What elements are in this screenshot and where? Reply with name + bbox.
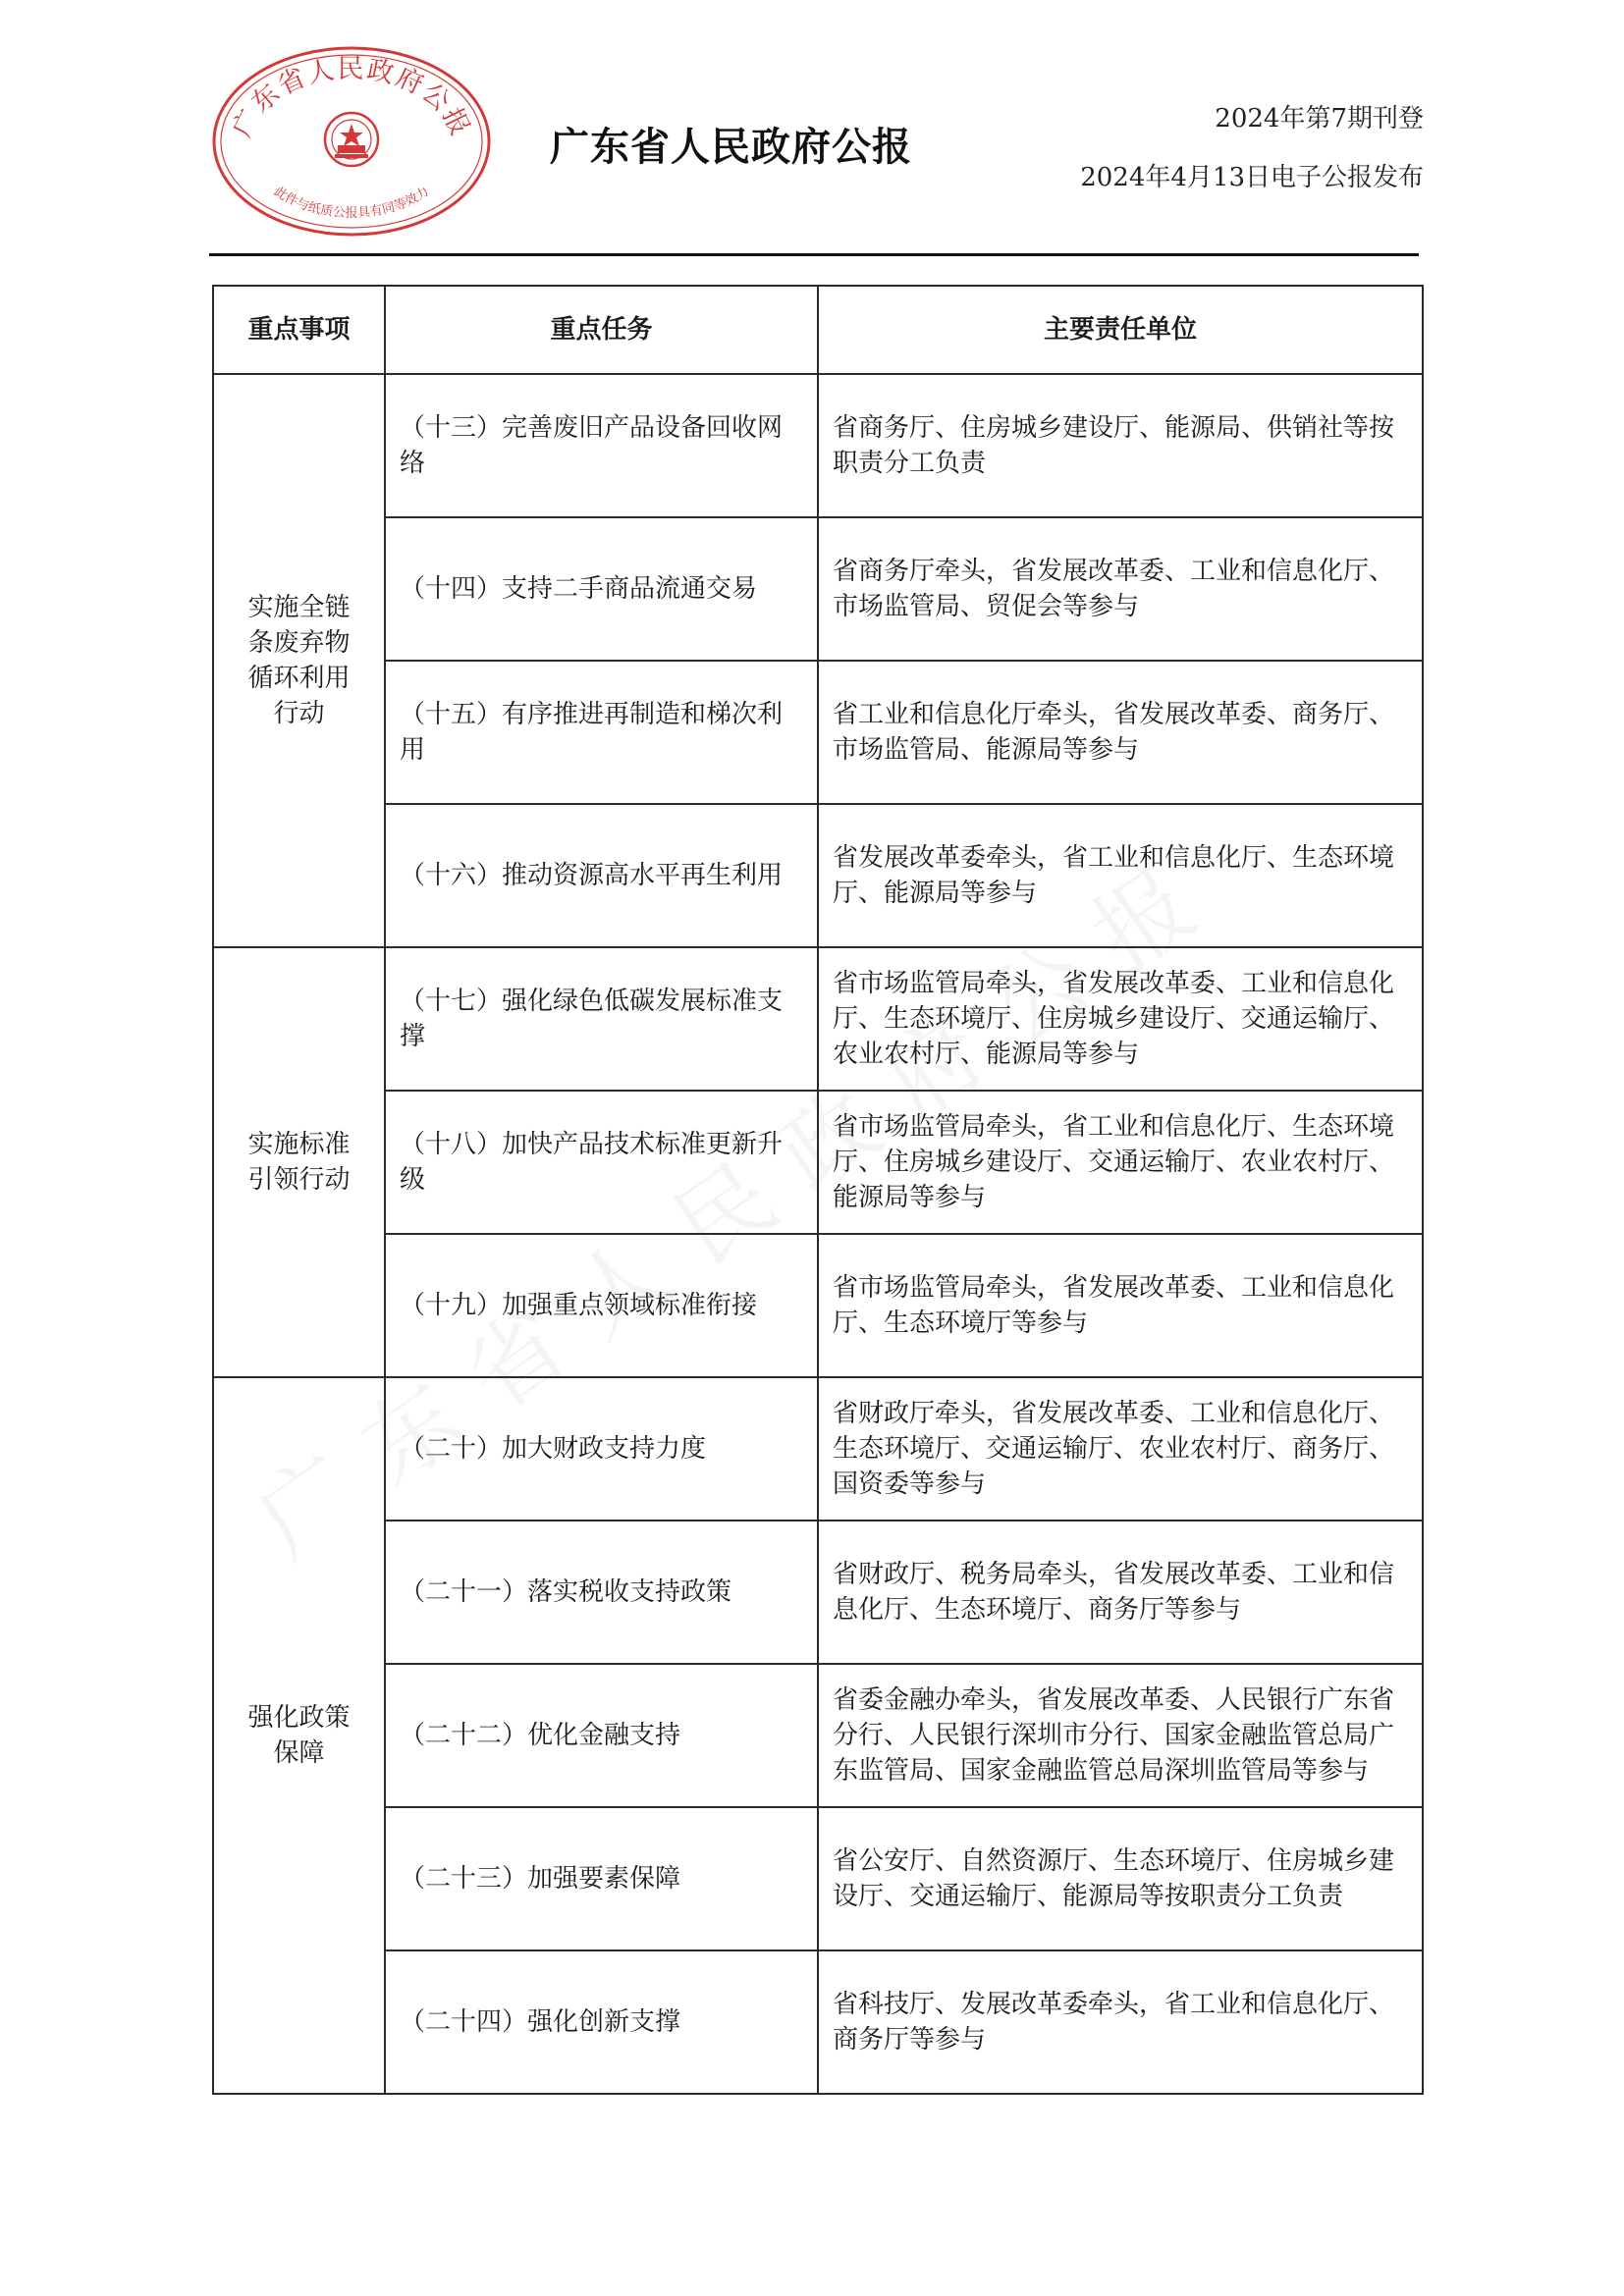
category-label: 实施全链条废弃物循环利用行动 <box>247 593 351 728</box>
column-header-responsible: 主要责任单位 <box>818 286 1423 374</box>
table-row <box>213 804 1423 947</box>
task-cell: （二十二）优化金融支持 <box>385 1664 818 1807</box>
category-cell <box>213 947 385 1377</box>
task-cell: （十三）完善废旧产品设备回收网络 <box>385 374 818 517</box>
seal-inner-text: 此件与纸质公报具有同等效力 <box>271 184 432 221</box>
responsible-cell: 省科技厅、发展改革委牵头，省工业和信息化厅、商务厅等参与 <box>818 1950 1423 2094</box>
table-row <box>213 1950 1423 2094</box>
task-cell: （十六）推动资源高水平再生利用 <box>385 804 818 947</box>
column-header-task: 重点任务 <box>385 286 818 374</box>
task-cell: （二十）加大财政支持力度 <box>385 1377 818 1521</box>
responsible-cell: 省工业和信息化厅牵头，省发展改革委、商务厅、市场监管局、能源局等参与 <box>818 661 1423 804</box>
table-row <box>213 517 1423 661</box>
table-row <box>213 947 1423 1091</box>
official-seal <box>209 43 494 240</box>
responsible-cell: 省发展改革委牵头，省工业和信息化厅、生态环境厅、能源局等参与 <box>818 804 1423 947</box>
category-cell <box>213 374 385 947</box>
table-row <box>213 661 1423 804</box>
header-divider <box>209 253 1419 256</box>
table-row <box>213 1234 1423 1377</box>
table-row <box>213 1521 1423 1664</box>
task-cell: （二十四）强化创新支撑 <box>385 1950 818 2094</box>
responsible-cell: 省商务厅牵头，省发展改革委、工业和信息化厅、市场监管局、贸促会等参与 <box>818 517 1423 661</box>
gazette-title: 广东省人民政府公报 <box>550 125 912 170</box>
task-cell: （十八）加快产品技术标准更新升级 <box>385 1091 818 1234</box>
task-cell: （二十三）加强要素保障 <box>385 1807 818 1950</box>
release-date: 2024年4月13日电子公报发布 <box>1080 163 1424 192</box>
svg-text:此件与纸质公报具有同等效力 <box>271 184 432 221</box>
responsible-cell: 省委金融办牵头，省发展改革委、人民银行广东省分行、人民银行深圳市分行、国家金融监管总局广东监管局、国家金融监管总局深圳监管局等参与 <box>818 1664 1423 1807</box>
category-cell <box>213 1377 385 2094</box>
responsible-cell: 省商务厅、住房城乡建设厅、能源局、供销社等按职责分工负责 <box>818 374 1423 517</box>
responsible-cell: 省财政厅、税务局牵头，省发展改革委、工业和信息化厅、生态环境厅、商务厅等参与 <box>818 1521 1423 1664</box>
responsible-cell: 省市场监管局牵头，省发展改革委、工业和信息化厅、生态环境厅等参与 <box>818 1234 1423 1377</box>
responsible-cell: 省财政厅牵头，省发展改革委、工业和信息化厅、生态环境厅、交通运输厅、农业农村厅、商务厅、国资委等参与 <box>818 1377 1423 1521</box>
responsible-cell: 省市场监管局牵头，省工业和信息化厅、生态环境厅、住房城乡建设厅、交通运输厅、农业农村厅、能源局等参与 <box>818 1091 1423 1234</box>
task-cell: （二十一）落实税收支持政策 <box>385 1521 818 1664</box>
task-cell: （十五）有序推进再制造和梯次利用 <box>385 661 818 804</box>
seal-outer-text: 广东省人民政府公报 <box>227 53 476 142</box>
table-row <box>213 1377 1423 1521</box>
category-label: 强化政策保障 <box>247 1703 351 1768</box>
task-cell: （十四）支持二手商品流通交易 <box>385 517 818 661</box>
table-row <box>213 374 1423 517</box>
national-emblem-icon <box>325 113 378 166</box>
responsible-cell: 省公安厅、自然资源厅、生态环境厅、住房城乡建设厅、交通运输厅、能源局等按职责分工负责 <box>818 1807 1423 1950</box>
column-header-category: 重点事项 <box>213 286 385 374</box>
table-row <box>213 1091 1423 1234</box>
responsible-cell: 省市场监管局牵头，省发展改革委、工业和信息化厅、生态环境厅、住房城乡建设厅、交通运输厅、农业农村厅、能源局等参与 <box>818 947 1423 1091</box>
table-row <box>213 1664 1423 1807</box>
table-row <box>213 1807 1423 1950</box>
task-cell: （十九）加强重点领域标准衔接 <box>385 1234 818 1377</box>
table-header-row <box>213 286 1423 374</box>
task-cell: （十七）强化绿色低碳发展标准支撑 <box>385 947 818 1091</box>
category-label: 实施标准引领行动 <box>247 1130 351 1195</box>
task-table <box>212 285 1424 2095</box>
issue-number: 2024年第7期刊登 <box>1215 104 1424 133</box>
